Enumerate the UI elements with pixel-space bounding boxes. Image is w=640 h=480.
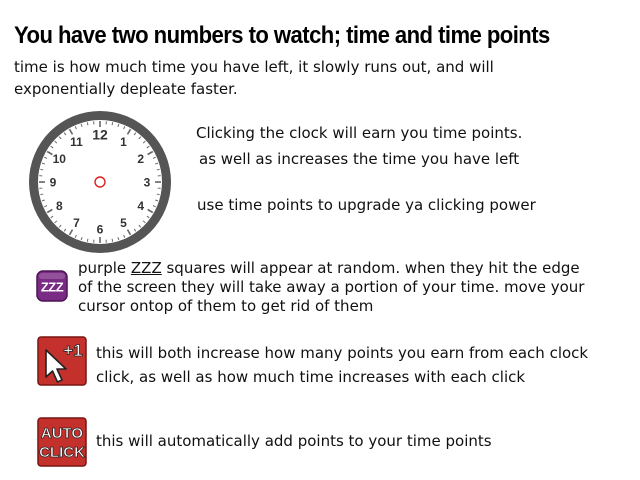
zzz-keyword: ZZZ: [130, 259, 162, 277]
clock-illustration: [24, 106, 176, 258]
clock-tick: [40, 169, 43, 170]
auto-click-description: this will automatically add points to your time points: [96, 432, 492, 450]
clock-icon: [24, 106, 176, 258]
clock-note-3: use time points to upgrade ya clicking power: [197, 196, 536, 214]
auto-click-icon: [37, 417, 87, 467]
zzz-line-3: cursor ontop of them to get rid of them: [78, 297, 374, 315]
clock-number: 1: [120, 134, 127, 149]
clock-number: 6: [96, 222, 104, 237]
clock-number: 9: [49, 175, 57, 190]
clock-number: 10: [52, 152, 66, 166]
intro-text: [14, 56, 614, 100]
clock-tick: [112, 122, 113, 125]
plus-one-description: [96, 341, 636, 389]
clock-tick: [157, 169, 160, 170]
clock-number: 3: [143, 175, 151, 190]
clock-tick: [112, 239, 113, 242]
page-title: You have two numbers to watch; time and time points: [14, 22, 550, 49]
plus-one-line-1: this will both increase how many points you earn from each clock: [96, 344, 589, 362]
clock-number: 2: [137, 152, 145, 166]
clock-note-2: as well as increases the time you have left: [199, 150, 520, 168]
intro-line-2: exponentially depleate faster.: [14, 80, 238, 98]
zzz-icon: [36, 270, 68, 302]
clock-number: 4: [137, 199, 145, 213]
clock-tick: [87, 122, 88, 125]
zzz-line-1-text: purple ZZZ squares will appear at random. when they hit the edge: [78, 259, 580, 277]
clock-number: 7: [73, 216, 80, 231]
intro-line-1: time is how much time you have left, it slowly runs out, and will: [14, 58, 494, 76]
zzz-line-2: of the screen they will take away a portion of your time. move your: [78, 278, 585, 296]
auto-click-label-2: CLICK: [39, 444, 85, 461]
zzz-description: [78, 259, 638, 316]
clock-note-1: Clicking the clock will earn you time points.: [196, 124, 523, 142]
zzz-line-1: [78, 259, 638, 278]
auto-click-label-1: AUTO: [40, 425, 84, 442]
plus-one-line-2: click, as well as how much time increases with each click: [96, 368, 526, 386]
clock-number: 11: [70, 134, 83, 149]
clock-tick: [157, 194, 160, 195]
plus-one-label: +1: [63, 341, 83, 360]
clock-tick: [87, 239, 88, 242]
plus-one-icon: [37, 336, 87, 386]
clock-number: 8: [55, 199, 63, 213]
clock-tick: [40, 194, 43, 195]
clock-number: 5: [120, 216, 127, 231]
clock-number: 12: [92, 126, 108, 143]
zzz-icon-label: ZZZ: [40, 279, 64, 295]
